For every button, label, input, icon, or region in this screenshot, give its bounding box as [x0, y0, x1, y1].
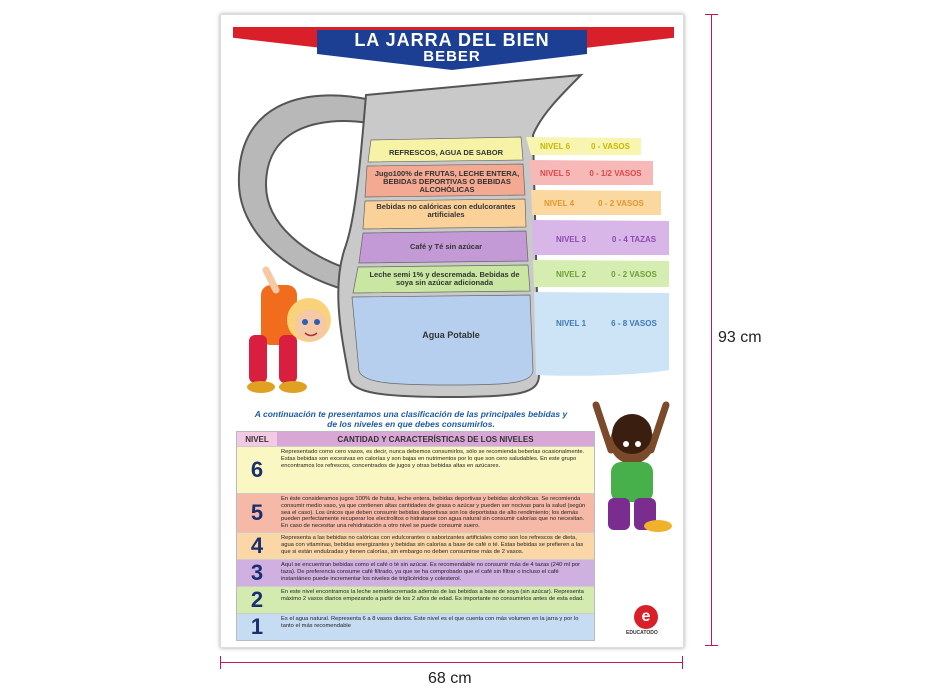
row-level-number: 5: [250, 500, 264, 525]
width-dimension-label: 68 cm: [428, 670, 472, 687]
jar-label-3: Café y Té sin azúcar: [409, 242, 483, 251]
side-level-4-amount: 0 - 2 VASOS: [598, 199, 644, 208]
side-level-1-name: NIVEL 1: [555, 319, 587, 328]
side-level-3-amount: 0 - 4 TAZAS: [611, 235, 657, 244]
table-row: [237, 446, 594, 493]
row-description: Representado como cero vasos, es decir, nunca debemos consumirlos, sólo se recomienda beberlas ocasionalmente. Estas bebidas son excesivas en calorías y son bajas en nutrimentos por lo que son cero saludables. En este grupo encontramos los refrescos, concentrados de jugos y otras bebidas altas en azúcares.: [281, 449, 585, 469]
width-dimension-line: [220, 662, 683, 663]
row-level-number: 4: [250, 533, 264, 558]
side-level-6-amount: 0 - VASOS: [591, 142, 630, 151]
header-level: NIVEL: [237, 432, 277, 446]
girl-character: [247, 270, 331, 393]
educatodo-logo: e: [634, 605, 658, 629]
side-level-2-name: NIVEL 2: [555, 270, 587, 279]
boy-character: [586, 400, 681, 535]
table-row: [237, 493, 594, 532]
logo-brand-text: EDUCATODO: [626, 630, 658, 636]
side-level-1-amount: 6 - 8 VASOS: [611, 319, 657, 328]
side-level-2-amount: 0 - 2 VASOS: [611, 270, 657, 279]
title-line-1: LA JARRA DEL BIEN: [354, 30, 550, 50]
table-row: [237, 613, 594, 640]
row-description: Es el agua natural. Representa 6 a 8 vasos diarios. Este nivel es el que cuenta con más volumen en la jarra y por lo tanto el más recomendable: [281, 616, 579, 629]
jar-label-2: Leche semi 1% y descremada. Bebidas de soya sin azúcar adicionada: [369, 270, 520, 287]
header-description: CANTIDAD Y CARACTERÍSTICAS DE LOS NIVELES: [277, 432, 594, 446]
row-level-number: 6: [250, 457, 264, 482]
table-row: [237, 559, 594, 586]
title-line-2: BEBER: [423, 48, 481, 65]
height-tick-bottom: [705, 645, 718, 646]
row-level-number: 1: [250, 614, 264, 639]
jar-band-1: [352, 295, 533, 385]
row-description: Representa a las bebidas no calóricas con edulcorantes o saborizantes artificiales como son los refrescos de dieta, agua con vitaminas, bebidas energizantes y bebidas sin calorías a base de café o té. Estas bebidas se prefieren a las que si están endulzadas y tienen calorías, sin embargo no deben consumirse más de 2 vasos.: [281, 535, 584, 555]
table-header: [237, 432, 594, 446]
levels-table: [236, 431, 595, 641]
intro-text: A continuación te presentamos una clasificación de las principales bebidas y de los niveles en que debes consumirlos.: [254, 409, 568, 429]
table-row: [237, 586, 594, 613]
side-level-5-amount: 0 - 1/2 VASOS: [589, 169, 642, 178]
row-description: En este nivel encontramos la leche semidescremada además de las bebidas a base de soya (sin azúcar). Representa máximo 2 vasos diarios empezando a partir de los 2 años de edad. Es importante no consumirlos antes de esta edad.: [281, 589, 584, 602]
row-description: En éste consideramos jugos 100% de frutas, leche entera, bebidas deportivas y bebidas alcohólicas. Se recomienda consumir medio vaso, ya que contienen altas cantidades de grasa o azúcar y pueden ser nocivas para la salud (según sea el caso). Los únicos que deben consumir bebidas deportivas son los deportistas de alto rendimiento; los demás pueden perfectamente recuperar los electrolitos o hidratarse con agua natural sin consumir calorías que no necesitan. En caso de necesitar una rehidratación a otro nivel se puede consumir suero.: [281, 496, 586, 530]
width-tick-left: [220, 656, 221, 669]
jar-label-1: Agua Potable: [422, 330, 480, 340]
row-level-number: 3: [250, 560, 264, 585]
side-level-6-name: NIVEL 6: [539, 142, 571, 151]
jar-label-5: Jugo100% de FRUTAS, LECHE ENTERA, BEBIDAS DEPORTIVAS O BEBIDAS ALCOHÓLICAS: [374, 169, 520, 194]
side-level-3-name: NIVEL 3: [555, 235, 587, 244]
side-band-1: [534, 292, 669, 376]
side-level-4-name: NIVEL 4: [543, 199, 575, 208]
height-dimension-label: 93 cm: [718, 329, 762, 346]
jar-label-4: Bebidas no calóricas con edulcorantes artificiales: [376, 202, 516, 219]
side-level-5-name: NIVEL 5: [539, 169, 571, 178]
row-description: Aquí se encuentran bebidas como el café o té sin azúcar. Es recomendable no consumir más de 4 tazas (240 ml por taza). De preferencia consume café filtrado, ya que se ha comprobado que el café sin filtrar o incluso el café instantáneo puede incrementar los niveles de triglicéridos y colesterol.: [281, 562, 581, 582]
height-dimension-line: [711, 14, 712, 646]
jar-label-6: REFRESCOS, AGUA DE SABOR: [388, 148, 504, 157]
height-tick-top: [705, 14, 718, 15]
table-row: [237, 532, 594, 559]
row-level-number: 2: [250, 587, 264, 612]
poster: [220, 14, 684, 648]
width-tick-right: [682, 656, 683, 669]
